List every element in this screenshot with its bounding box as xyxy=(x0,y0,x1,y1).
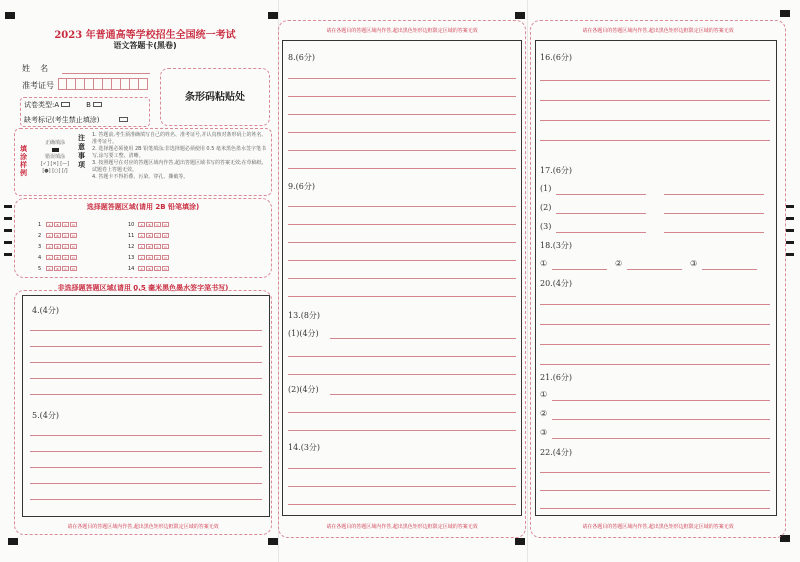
header-subtitle: 语文答题卡(黑卷) xyxy=(113,41,177,50)
choice-row[interactable]: 10 A B C D xyxy=(128,220,170,231)
registration-mark xyxy=(515,12,525,19)
barcode-label: 条形码粘贴处 xyxy=(185,92,245,103)
question-20-label: 20.(4分) xyxy=(540,279,573,288)
answer-line[interactable] xyxy=(288,132,516,133)
paper-type-b-box[interactable] xyxy=(93,102,102,107)
question-18-1-label: ① xyxy=(540,259,548,268)
note-item: 3. 按照题号在对应的答题区域内作答,超出答题区域书写的答案无效;在草稿纸、试题卷上答题无效。 xyxy=(92,160,267,173)
question-18-3-label: ③ xyxy=(690,259,698,268)
registration-mark xyxy=(8,538,18,545)
footer-note: 请在各题目的答题区域内作答,超出黑色矩形边框限定区域的答案无效 xyxy=(326,524,478,530)
answer-line[interactable] xyxy=(552,400,770,401)
answer-line[interactable] xyxy=(540,472,770,473)
answer-line[interactable] xyxy=(664,194,764,195)
answer-line[interactable] xyxy=(288,412,516,413)
question-17-1-label: (1) xyxy=(540,184,552,193)
answer-line[interactable] xyxy=(288,168,516,169)
note-item: 2. 选择题必须使用 2B 铅笔填涂;非选择题必须使用 0.5 毫米黑色墨水签字笔书写,涂写要工整、清晰。 xyxy=(92,146,266,159)
question-16-label: 16.(6分) xyxy=(540,53,573,62)
answer-line[interactable] xyxy=(288,150,516,151)
answer-line[interactable] xyxy=(540,304,770,305)
question-17-2-label: (2) xyxy=(540,203,552,212)
question-21-1-label: ① xyxy=(540,390,548,399)
footer-note: 请在各题目的答题区域内作答,超出黑色矩形边框限定区域的答案无效 xyxy=(67,524,219,530)
choice-row[interactable]: 3 A B C D xyxy=(38,242,78,253)
fill-example: 正确填涂 错误填涂 [✓] [✕] [—] [●] [○] [/] xyxy=(36,140,74,175)
answer-line[interactable] xyxy=(552,419,770,420)
answer-line[interactable] xyxy=(664,213,764,214)
exam-no-boxes[interactable] xyxy=(58,78,148,90)
answer-line[interactable] xyxy=(288,356,516,357)
answer-line[interactable] xyxy=(288,224,516,225)
absent-label: 缺考标记(考生禁止填涂) xyxy=(24,115,128,125)
answer-line[interactable] xyxy=(540,490,770,491)
notes-label: 注意事项 xyxy=(78,134,85,169)
choice-grid-left xyxy=(38,220,78,275)
note-item: 1. 答题前,考生须准确填写自己的姓名、准考证号,并认真核对条形码上的姓名、准考证号。 xyxy=(92,132,267,145)
header-title: 2023 年普通高等学校招生全国统一考试 xyxy=(54,30,236,41)
answer-line[interactable] xyxy=(288,114,516,115)
answer-line[interactable] xyxy=(664,232,764,233)
answer-line[interactable] xyxy=(540,100,770,101)
answer-line[interactable] xyxy=(702,269,757,270)
answer-line[interactable] xyxy=(540,120,770,121)
registration-mark xyxy=(268,538,278,545)
answer-line[interactable] xyxy=(540,508,770,509)
answer-line[interactable] xyxy=(556,232,646,233)
correct-fill-label: 正确填涂 xyxy=(44,140,65,146)
answer-line[interactable] xyxy=(627,269,682,270)
question-22-label: 22.(4分) xyxy=(540,448,573,457)
question-21-2-label: ② xyxy=(540,409,548,418)
question-18-label: 18.(3分) xyxy=(540,241,573,250)
answer-line[interactable] xyxy=(540,364,770,365)
exam-no-label: 准考证号 xyxy=(22,81,54,90)
question-8-label: 8.(6分) xyxy=(288,53,315,62)
paper-type-a-box[interactable] xyxy=(61,102,70,107)
question-4-label: 4.(4分) xyxy=(32,306,59,315)
answer-line[interactable] xyxy=(288,96,516,97)
question-5-label: 5.(4分) xyxy=(32,411,59,420)
answer-line[interactable] xyxy=(288,296,516,297)
choice-row[interactable]: 5 A B C D xyxy=(38,264,78,275)
timing-marks xyxy=(786,205,794,256)
answer-line[interactable] xyxy=(288,278,516,279)
choice-title: 选择题答题区域(请用 2B 铅笔填涂) xyxy=(86,203,200,211)
wrong-fill-label: 错误填涂 xyxy=(44,154,65,160)
question-14-label: 14.(3分) xyxy=(288,443,321,452)
question-18-2-label: ② xyxy=(615,259,623,268)
question-13-label: 13.(8分) xyxy=(288,311,321,320)
question-17-3-label: (3) xyxy=(540,222,552,231)
choice-row[interactable]: 11 A B C D xyxy=(128,231,170,242)
answer-line[interactable] xyxy=(556,194,646,195)
nonchoice-title: 非选择题答题区域(请用 0.5 毫米黑色墨水签字笔书写) xyxy=(57,284,229,292)
answer-line[interactable] xyxy=(552,438,770,439)
question-9-label: 9.(6分) xyxy=(288,182,315,191)
question-21-3-label: ③ xyxy=(540,428,548,437)
panel-border xyxy=(14,290,272,535)
answer-line[interactable] xyxy=(288,242,516,243)
registration-mark xyxy=(268,12,278,19)
registration-mark xyxy=(515,538,525,545)
question-17-label: 17.(6分) xyxy=(540,166,573,175)
footer-note: 请在各题目的答题区域内作答,超出黑色矩形边框限定区域的答案无效 xyxy=(582,28,734,34)
choice-row[interactable]: 4 A B C D xyxy=(38,253,78,264)
choice-row[interactable]: 12 A B C D xyxy=(128,242,170,253)
answer-line[interactable] xyxy=(556,213,646,214)
note-item: 4. 答题卡不得折叠、污染、穿孔、撕破等。 xyxy=(92,174,189,180)
choice-row[interactable]: 13 A B C D xyxy=(128,253,170,264)
footer-note: 请在各题目的答题区域内作答,超出黑色矩形边框限定区域的答案无效 xyxy=(582,524,734,530)
paper-type-label: 试卷类型:A B xyxy=(24,100,102,110)
absent-box[interactable] xyxy=(119,117,128,122)
choice-grid-right xyxy=(128,220,170,275)
answer-line[interactable] xyxy=(540,80,770,81)
question-13-1-label: (1)(4分) xyxy=(288,329,319,338)
answer-line[interactable] xyxy=(288,78,516,79)
name-field[interactable] xyxy=(62,73,150,74)
choice-row[interactable]: 2 A B C D xyxy=(38,231,78,242)
registration-mark xyxy=(5,12,15,19)
choice-row[interactable]: 1 A B C D xyxy=(38,220,78,231)
answer-line[interactable] xyxy=(288,374,516,375)
answer-line[interactable] xyxy=(540,344,770,345)
answer-line[interactable] xyxy=(288,504,516,505)
answer-line[interactable] xyxy=(330,338,516,339)
answer-line[interactable] xyxy=(552,269,607,270)
answer-line[interactable] xyxy=(540,324,770,325)
answer-line[interactable] xyxy=(540,140,770,141)
answer-line[interactable] xyxy=(288,206,516,207)
answer-line[interactable] xyxy=(288,430,516,431)
notes-list xyxy=(92,132,268,181)
question-21-label: 21.(6分) xyxy=(540,373,573,382)
name-label: 姓 名 xyxy=(22,64,49,73)
fill-example-label: 填涂样例 xyxy=(20,145,27,177)
answer-line[interactable] xyxy=(330,394,516,395)
answer-line[interactable] xyxy=(288,260,516,261)
question-13-2-label: (2)(4分) xyxy=(288,385,319,394)
footer-note: 请在各题目的答题区域内作答,超出黑色矩形边框限定区域的答案无效 xyxy=(326,28,478,34)
choice-row[interactable]: 14 A B C D xyxy=(128,264,170,275)
answer-line[interactable] xyxy=(288,486,516,487)
answer-line[interactable] xyxy=(288,468,516,469)
timing-marks xyxy=(4,205,12,256)
registration-mark xyxy=(780,10,790,17)
